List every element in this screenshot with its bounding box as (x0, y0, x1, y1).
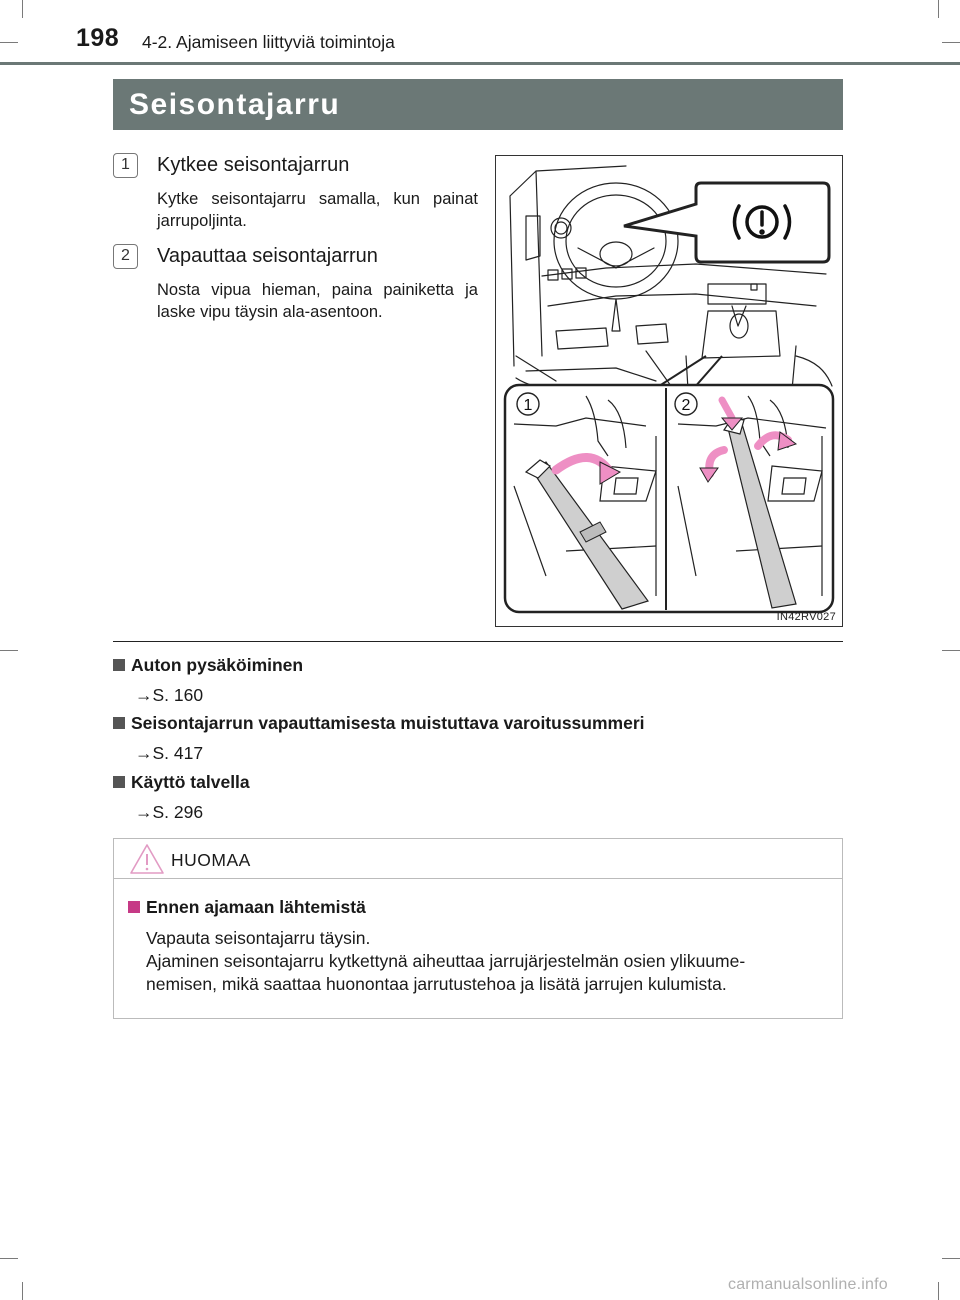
crop-mark (942, 650, 960, 651)
crop-mark (0, 1258, 18, 1259)
notice-line: Ajaminen seisontajarru kytkettynä aiheuttaa jarrujärjestelmän osien ylikuume- (146, 951, 746, 971)
bullet-square-icon (128, 901, 140, 913)
parking-brake-illustration (495, 155, 843, 627)
watermark: carmanualsonline.info (728, 1276, 888, 1293)
notice-text (146, 927, 836, 996)
cabin-line-drawing (496, 156, 843, 627)
page-header (0, 0, 960, 62)
step-2 (113, 244, 478, 334)
page-reference[interactable]: →S. 160 (135, 685, 204, 705)
step-1 (113, 153, 478, 233)
crop-mark (942, 1258, 960, 1259)
bullet-square-icon (113, 717, 125, 729)
info-item (113, 655, 843, 706)
crop-mark (0, 650, 18, 651)
crop-mark (938, 1282, 939, 1300)
callout-number-2: 2 (681, 397, 691, 414)
step-number-badge: 1 (113, 153, 138, 178)
callout-number-1: 1 (523, 397, 533, 414)
header-rule (0, 62, 960, 65)
info-heading: Seisontajarrun vapauttamisesta muistuttava varoitussummeri (131, 713, 645, 733)
step-description: Kytke seisontajarru samalla, kun painat jarrupoljinta. (157, 190, 478, 230)
info-heading: Auton pysäköiminen (131, 655, 304, 675)
section-title: Seisontajarru (129, 88, 341, 121)
page-reference[interactable]: →S. 417 (135, 743, 204, 763)
section-separator (113, 641, 843, 642)
warning-callout (624, 183, 829, 262)
section-title-bar (113, 79, 843, 130)
figure-code: IN42RV027 (776, 611, 836, 623)
notice-box (113, 838, 843, 1019)
info-item (113, 713, 843, 764)
step-title: Vapauttaa seisontajarrun (157, 245, 378, 267)
page-reference[interactable]: →S. 296 (135, 802, 204, 822)
info-heading: Käyttö talvella (131, 772, 250, 792)
notice-header (114, 839, 842, 879)
chapter-title: 4-2. Ajamiseen liittyviä toimintoja (142, 32, 395, 52)
page-number: 198 (76, 24, 120, 52)
crop-mark (22, 1282, 23, 1300)
bullet-square-icon (113, 776, 125, 788)
step-description: Nosta vipua hieman, paina painiketta ja laske vipu täysin ala-asentoon. (157, 281, 478, 321)
info-item (113, 772, 843, 823)
notice-label: HUOMAA (171, 850, 251, 870)
warning-triangle-icon (129, 842, 165, 876)
notice-line: nemisen, mikä saattaa huonontaa jarrutustehoa ja lisätä jarrujen kulumista. (146, 974, 727, 994)
step-number-badge: 2 (113, 244, 138, 269)
notice-line: Vapauta seisontajarru täysin. (146, 928, 371, 948)
step-title: Kytkee seisontajarrun (157, 154, 350, 176)
notice-subheading: Ennen ajamaan lähtemistä (146, 897, 366, 917)
bullet-square-icon (113, 659, 125, 671)
